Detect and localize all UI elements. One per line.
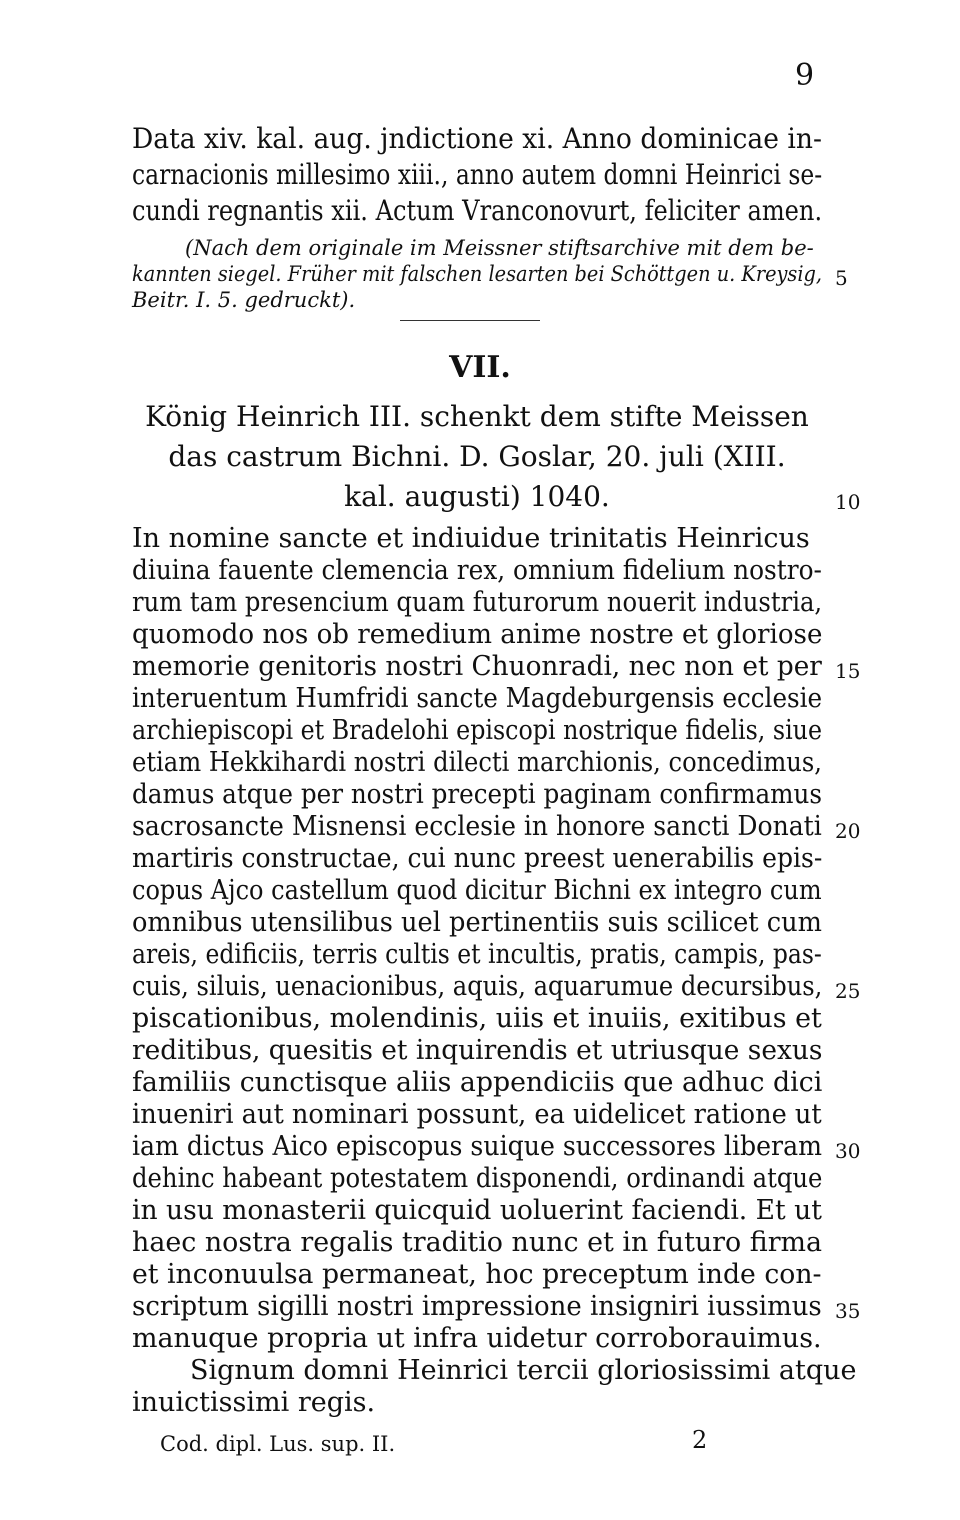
body-line: copus Ajco castellum quod dicitur Bichni ex integro cum (132, 875, 822, 906)
body-line: piscationibus, molendinis, uiis et inuiis, exitibus et (132, 1003, 822, 1034)
body-line: damus atque per nostri precepti paginam confirmamus (132, 779, 823, 810)
body-line: et inconuulsa permaneat, hoc preceptum inde con- (132, 1259, 822, 1290)
signum-line: Signum domni Heinrici tercii gloriosissimi atque (190, 1355, 857, 1386)
document-title-line: kal. augusti) 1040. (344, 480, 610, 513)
line-number: 15 (835, 659, 861, 683)
line-number: 35 (835, 1299, 861, 1323)
footer-citation: Cod. dipl. Lus. sup. II. (160, 1432, 396, 1456)
body-line: scriptum sigilli nostri impressione insigniri iussimus (132, 1291, 822, 1322)
body-line: iam dictus Aico episcopus suique successores liberam (132, 1131, 822, 1162)
body-line: omnibus utensilibus uel pertinentiis suis scilicet cum (132, 907, 822, 938)
body-line: interuentum Humfridi sancte Magdeburgensis ecclesie (132, 683, 823, 714)
line-number: 10 (835, 490, 861, 514)
body-line: diuina fauente clemencia rex, omnium fidelium nostro- (132, 555, 822, 586)
body-line: rum tam presencium quam futurorum nouerit industria, (132, 587, 823, 618)
body-line: reditibus, quesitis et inquirendis et utriusque sexus (132, 1035, 823, 1066)
intro-line: Data xiv. kal. aug. jndictione xi. Anno dominicae in- (132, 122, 822, 155)
document-title-line: König Heinrich III. schenkt dem stifte Meissen (145, 400, 809, 433)
body-line: areis, edificiis, terris cultis et incultis, pratis, campis, pas- (132, 939, 822, 970)
body-line: familiis cunctisque aliis appendiciis que adhuc dici (132, 1067, 823, 1098)
line-number: 30 (835, 1139, 861, 1163)
body-line: martiris constructae, cui nunc preest uenerabilis epis- (132, 843, 823, 874)
line-number: 20 (835, 819, 861, 843)
document-number: VII. (449, 350, 511, 385)
body-line: inueniri aut nominari possunt, ea uidelicet ratione ut (132, 1099, 822, 1130)
line-number: 25 (835, 979, 861, 1003)
page-number: 9 (795, 58, 815, 93)
body-line: etiam Hekkihardi nostri dilecti marchionis, concedimus, (132, 747, 822, 778)
intro-line: carnacionis millesimo xiii., anno autem domni Heinrici se- (132, 158, 823, 191)
intro-line: cundi regnantis xii. Actum Vranconovurt, feliciter amen. (132, 194, 823, 227)
line-number: 5 (835, 266, 848, 290)
editorial-note-line: (Nach dem originale im Meissner stiftsarchive mit dem be- (185, 236, 814, 260)
body-line: archiepiscopi et Bradelohi episcopi nostrique fidelis, siue (132, 715, 823, 746)
signature-mark: 2 (692, 1426, 708, 1454)
body-line: manuque propria ut infra uidetur corroborauimus. (132, 1323, 822, 1354)
body-line: cuis, siluis, uenacionibus, aquis, aquarumue decursibus, (132, 971, 823, 1002)
document-title-line: das castrum Bichni. D. Goslar, 20. juli (XIII. (168, 440, 786, 473)
body-line: In nomine sancte et indiuidue trinitatis Heinricus (132, 523, 810, 554)
section-divider (400, 320, 540, 321)
editorial-note-line: kannten siegel. Früher mit falschen lesarten bei Schöttgen u. Kreysig, (132, 262, 823, 286)
body-line: memorie genitoris nostri Chuonradi, nec non et per (132, 651, 822, 682)
signum-line: inuictissimi regis. (132, 1387, 376, 1418)
body-line: sacrosancte Misnensi ecclesie in honore sancti Donati (132, 811, 822, 842)
body-line: haec nostra regalis traditio nunc et in futuro firma (132, 1227, 823, 1258)
body-line: quomodo nos ob remedium anime nostre et gloriose (132, 619, 823, 650)
body-line: dehinc habeant potestatem disponendi, ordinandi atque (132, 1163, 823, 1194)
body-line: in usu monasterii quicquid uoluerint faciendi. Et ut (132, 1195, 822, 1226)
editorial-note-line: Beitr. I. 5. gedruckt). (132, 288, 356, 312)
